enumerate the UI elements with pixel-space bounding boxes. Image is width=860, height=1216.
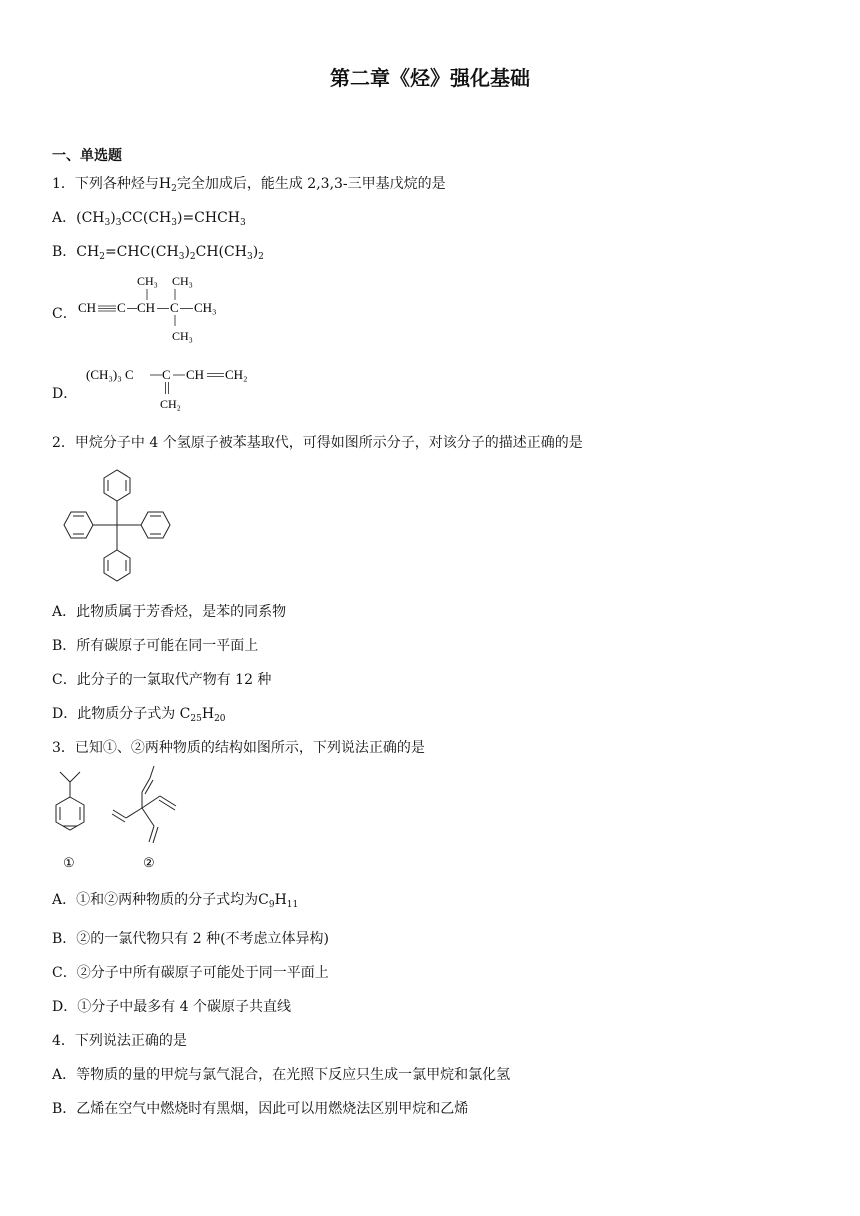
q3-option-a: A．①和②两种物质的分子式均为$C_9H_{11}$: [52, 892, 299, 910]
svg-text:CH₃: CH₃: [194, 300, 217, 315]
svg-text:CH₃: CH₃: [137, 274, 158, 288]
q2-option-a: A．此物质属于芳香烃，是苯的同系物: [52, 604, 287, 620]
svg-text:CH: CH: [137, 300, 156, 315]
svg-text:CH₃: CH₃: [172, 329, 193, 343]
q2-option-b: B．所有碳原子可能在同一平面上: [52, 638, 259, 654]
svg-text:CH₃: CH₃: [172, 274, 193, 288]
svg-text:①: ①: [63, 855, 75, 870]
q1-option-d-label: D．: [52, 386, 78, 402]
q2-option-c: C．此分子的一氯取代产物有 12 种: [52, 672, 272, 688]
section-heading: 一、单选题: [52, 148, 122, 164]
q1-option-a: A．$(CH_3)_3CC(CH_3)=CHCH_3$: [52, 210, 246, 228]
q3-option-c: C．②分子中所有碳原子可能处于同一平面上: [52, 965, 329, 981]
q2-option-d: D．此物质分子式为 $C_{25}H_{20}$: [52, 706, 226, 724]
q1-option-c-label: C．: [52, 306, 77, 322]
q1-option-c-structure: [74, 270, 234, 348]
question-2-stem: 2．甲烷分子中 4 个氢原子被苯基取代，可得如图所示分子，对该分子的描述正确的是: [52, 435, 583, 451]
q4-option-b: B．乙烯在空气中燃烧时有黑烟，因此可以用燃烧法区别甲烷和乙烯: [52, 1101, 469, 1117]
svg-text:CH: CH: [78, 300, 97, 315]
svg-text:C: C: [117, 300, 126, 315]
page-title: 第二章《烃》强化基础: [330, 66, 530, 90]
svg-text:CH: CH: [186, 367, 205, 382]
svg-text:C: C: [162, 367, 171, 382]
q3-structures: [46, 764, 206, 872]
svg-text:②: ②: [143, 855, 155, 870]
question-1-stem: 1．下列各种烃与$H_2$完全加成后，能生成 2,3,3-三甲基戊烷的是: [52, 176, 446, 194]
question-3-stem: 3．已知①、②两种物质的结构如图所示，下列说法正确的是: [52, 740, 425, 756]
svg-text:CH₂: CH₂: [160, 397, 181, 411]
q3-option-b: B．②的一氯代物只有 2 种(不考虑立体异构): [52, 931, 330, 947]
q1-option-d-structure: [84, 360, 264, 416]
tetraphenylmethane-structure: [56, 468, 178, 584]
question-4-stem: 4．下列说法正确的是: [52, 1033, 187, 1049]
q3-option-d: D．①分子中最多有 4 个碳原子共直线: [52, 999, 292, 1015]
svg-text:(CH₃)₃ C: (CH₃)₃ C: [86, 367, 134, 382]
q1-option-b: B．$CH_2=CHC(CH_3)_2CH(CH_3)_2$: [52, 244, 264, 262]
svg-text:CH₂: CH₂: [225, 367, 248, 382]
q4-option-a: A．等物质的量的甲烷与氯气混合，在光照下反应只生成一氯甲烷和氯化氢: [52, 1067, 511, 1083]
svg-text:C: C: [170, 300, 179, 315]
